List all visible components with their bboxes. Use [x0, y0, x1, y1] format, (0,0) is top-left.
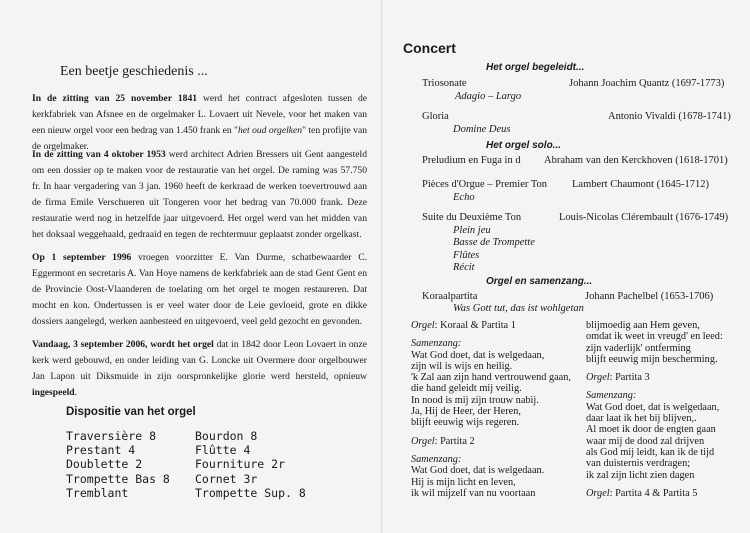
piece-title: Preludium en Fuga in d: [422, 155, 521, 166]
cue-text: : Partita 2: [434, 435, 475, 447]
section-singalong: Orgel en samenzang...: [486, 276, 593, 287]
piece-title: Gloria: [422, 111, 449, 122]
section-solo: Het orgel solo...: [486, 140, 562, 151]
cue-text: : Koraal & Partita 1: [434, 320, 516, 331]
piece-title: Triosonate: [422, 78, 467, 89]
history-bold: ingespeeld: [32, 387, 75, 398]
verse-line: van duisternis verdragen;: [586, 458, 691, 470]
piece-movement: Flûtes: [453, 249, 480, 261]
history-paragraph-1841: [32, 91, 367, 155]
organ-cue: [586, 488, 723, 499]
verse-line: die hand geleidt mij veilig.: [411, 383, 522, 395]
piece-movement: Récit: [453, 262, 475, 274]
verse-line: blijft eeuwig wijs regeren.: [411, 417, 520, 429]
concert-title: Concert: [403, 40, 456, 56]
organ-stop: Flûtte 4: [195, 443, 251, 458]
history-date-2006: Vandaag, 3 september 2006, wordt het orgel: [32, 339, 214, 350]
cue-label: Orgel: [586, 372, 610, 384]
organ-cue: [586, 372, 723, 383]
organ-stop: Cornet 3r: [195, 471, 258, 486]
verse-line: Wat God doet, dat is welgedaan.: [411, 465, 545, 477]
piece-composer: Louis-Nicolas Clérembault (1676-1749): [559, 212, 729, 223]
verse-line: als God mij leidt, kan ik de tijd: [586, 446, 715, 458]
samenzang-label: Samenzang:: [411, 338, 462, 350]
organ-stop: Doublette 2: [66, 457, 143, 472]
history-paragraph-2006: [32, 337, 367, 401]
section-accompanies: Het orgel begeleidt...: [486, 62, 585, 73]
organ-stop: Trompette Bas 8: [66, 471, 170, 486]
piece-title: Koraalpartita: [422, 291, 478, 302]
cue-text: : Partita 3: [609, 372, 650, 384]
samenzang-label: Samenzang:: [411, 453, 462, 465]
history-text: " ten profijte van de orgelmaker.: [32, 125, 368, 152]
stops-column-2: [195, 429, 306, 500]
cue-label: Orgel: [411, 435, 435, 447]
stops-column-1: [66, 429, 170, 500]
verse-line: Wat God doet, dat is welgedaan,: [411, 349, 545, 361]
piece-movements: [453, 225, 535, 275]
history-text: .: [74, 387, 78, 398]
verse-line: 'k Zal aan zijn hand vertrouwend gaan,: [411, 372, 571, 384]
cue-label: Orgel: [586, 487, 610, 499]
history-date-1841: In de zitting van 25 november 1841: [32, 93, 198, 104]
hymn-right-column: [586, 320, 723, 499]
history-italic: het oud orgelken: [237, 125, 303, 136]
hymn-left-column: [411, 320, 571, 499]
organ-stop: Prestant 4: [66, 443, 136, 458]
verse-line: Al moet ik door de engten gaan: [586, 424, 716, 436]
verse-line: waar mij de dood zal drijven: [586, 435, 705, 447]
verse-line: ik wil mijzelf van nu voortaan: [411, 487, 536, 499]
history-text: dat in 1842 door Leon Lovaert in onze kerk werd gebouwd, en onder leiding van G. Loncke uit Overmere door orgelbouwer Jan Lapon uit Diksmuide in zijn oorspronkelijke glorie werd hersteld, opnieuw: [32, 339, 367, 382]
piece-composer: Johann Joachim Quantz (1697-1773): [569, 78, 725, 89]
history-text: vroegen voorzitter E. Van Durme, schatbewaarder C. Eggermont en secretaris A. Van Hoye namens de kerkfabriek aan de stad Gent Gent en de Provincie Oost-Vlaanderen de toelating om het orgel te mogen restaureren. Dat mocht en kon. Ondertussen is er veel water door de Leie gevloeid, grote en dikke dossiers aangelegd, werken aanbesteed en uitgevoerd, veel geld gezocht en gevonden.: [32, 252, 367, 327]
history-paragraph-1996: [32, 250, 367, 330]
verse-line: Wat God doet, dat is welgedaan,: [586, 401, 720, 413]
piece-composer: Lambert Chaumont (1645-1712): [572, 179, 710, 190]
history-title: Een beetje geschiedenis ...: [60, 64, 208, 79]
cue-text: : Partita 4 & Partita 5: [609, 487, 698, 499]
piece-movement: Adagio – Largo: [455, 91, 522, 102]
organ-stop: Bourdon 8: [195, 429, 258, 443]
piece-title: Pièces d'Orgue – Premier Ton: [422, 179, 547, 190]
organ-cue: [411, 436, 571, 447]
piece-movement: Basse de Trompette: [453, 237, 535, 249]
piece-composer: Antonio Vivaldi (1678-1741): [608, 111, 731, 122]
verse-line: zijn vaderlijk' ontferming: [586, 342, 691, 354]
verse-line: blijmoedig aan Hem geven,: [586, 320, 700, 331]
piece-composer: Johann Pachelbel (1653-1706): [585, 291, 714, 302]
history-paragraph-1953: [32, 147, 367, 243]
piece-movement: Plein jeu: [453, 225, 491, 236]
organ-stop: Fourniture 2r: [195, 457, 286, 472]
piece-title: Suite du Deuxième Ton: [422, 212, 522, 223]
verse-line: zijn wil is wijs en heilig.: [411, 360, 513, 372]
piece-movement: Domine Deus: [453, 124, 511, 135]
verse-line: blijft eeuwig mijn bescherming.: [586, 353, 718, 365]
verse-line: daar laat ik het bij blijven,.: [586, 413, 697, 425]
history-date-1953: In de zitting van 4 oktober 1953: [32, 149, 166, 160]
organ-stop: Tremblant: [66, 485, 129, 500]
organ-cue: [411, 320, 571, 331]
verse-line: ik zal zijn licht zien dagen: [586, 469, 695, 481]
verse-line: In nood is mij zijn trouw nabij.: [411, 394, 539, 406]
right-page: [383, 0, 750, 533]
history-date-1996: Op 1 september 1996: [32, 252, 132, 263]
piece-composer: Abraham van den Kerckhoven (1618-1701): [544, 155, 728, 166]
piece-movement: Echo: [453, 192, 475, 203]
verse-line: omdat ik weet in vreugd' en leed:: [586, 331, 723, 343]
samenzang-label: Samenzang:: [586, 390, 637, 402]
verse-line: Hij is mijn licht en leven,: [411, 476, 516, 488]
disposition-title: Dispositie van het orgel: [66, 406, 196, 418]
cue-label: Orgel: [411, 320, 435, 331]
history-text: werd het contract afgesloten tussen de kerkfabriek van Afsnee en de orgelmaker L. Lovaert uit Nevele, voor het maken van een nieuw orgel voor een bedrag van 1.450 frank en ": [32, 93, 367, 136]
piece-movement: Was Gott tut, das ist wohlgetan: [453, 303, 584, 314]
organ-stop: Trompette Sup. 8: [195, 485, 306, 500]
verse-line: Ja, Hij de Heer, der Heren,: [411, 406, 521, 418]
organ-stop: Traversière 8: [66, 429, 157, 443]
history-text: werd architect Adrien Bressers uit Gent aangesteld om een dossier op te maken voor de restauratie van het orgel. De raming was 57.750 fr. In haar vergadering van 3 jan. 1960 heeft de kerkraad de werken toevertrouwd aan de firma Emile Verschueren uit Tongeren voor het bedrag van 70.000 frank. Deze restauratie werd nog in hetzelfde jaar uitgevoerd. Het orgel werd van het midden van het doksaal weggehaald, gedraaid en tegen de rechtermuur geplaatst zonder orgelkast.: [32, 149, 367, 240]
